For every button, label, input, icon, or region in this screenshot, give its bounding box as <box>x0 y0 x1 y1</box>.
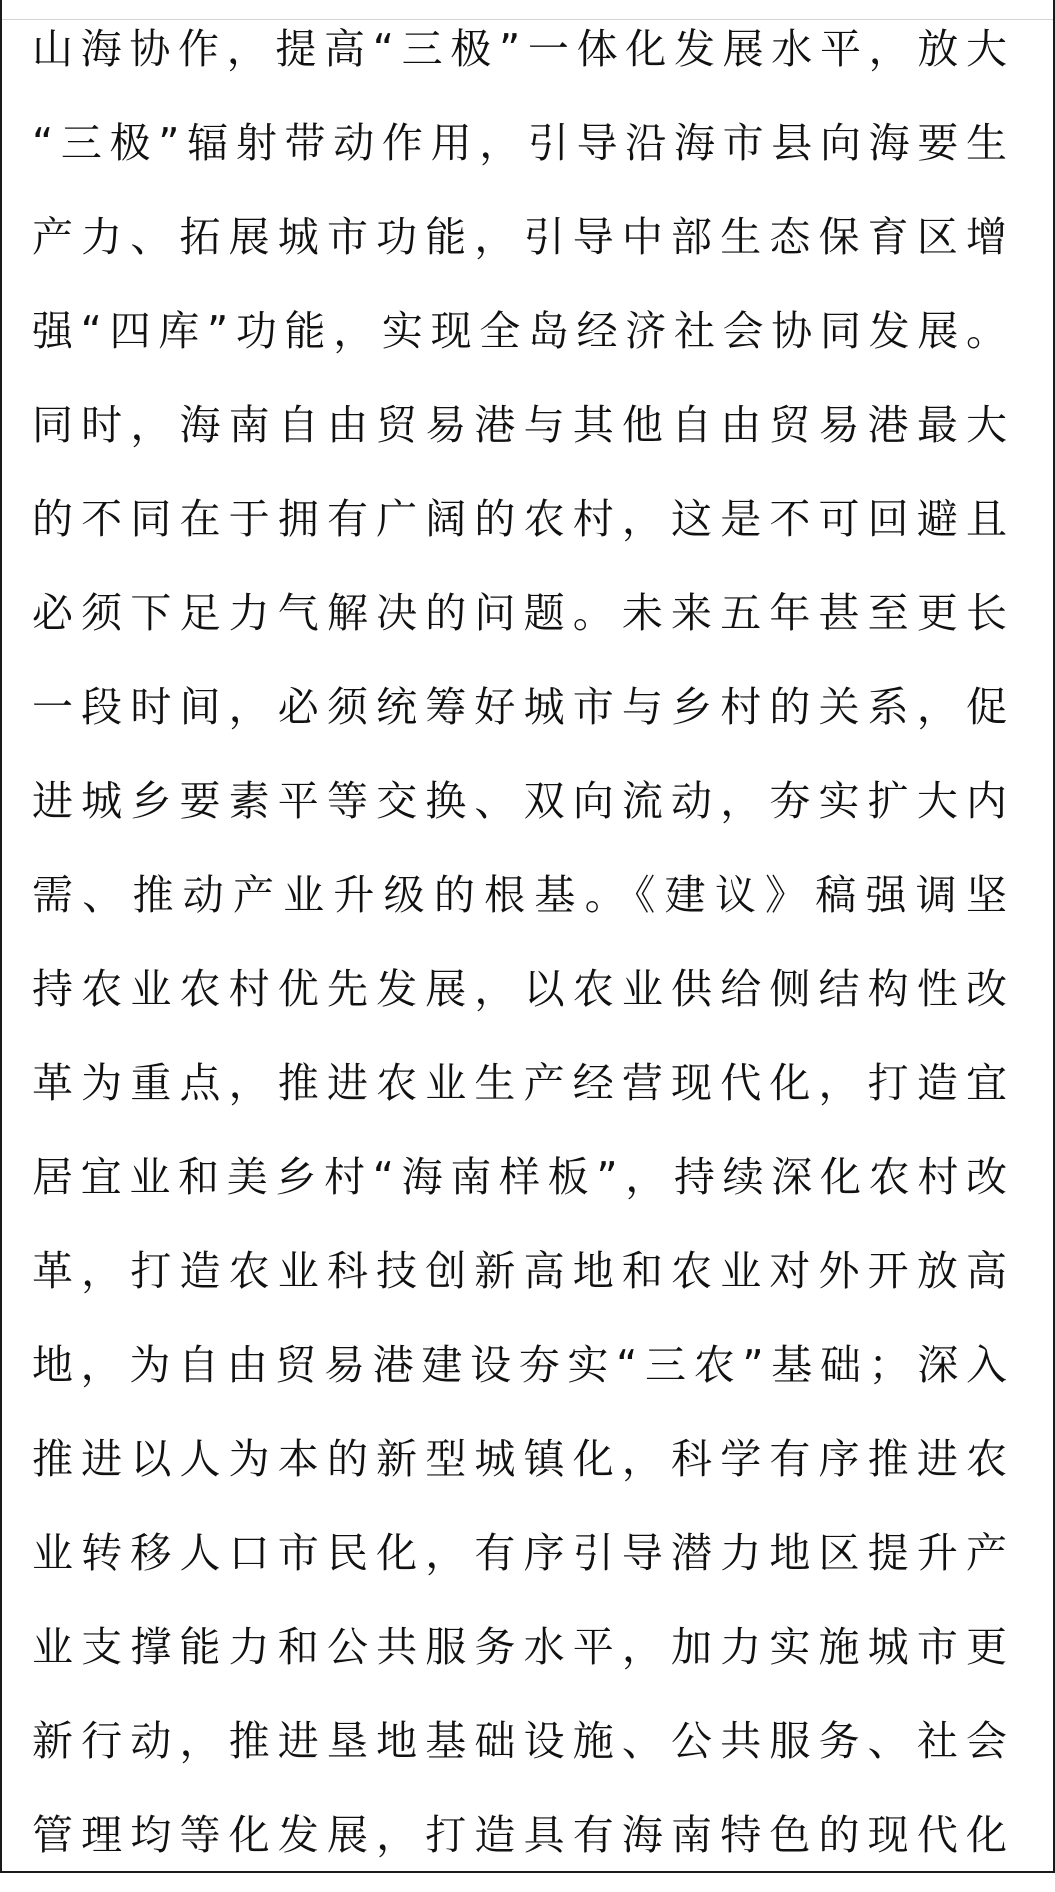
text-line: 进城乡要素平等交换、双向流动，夯实扩大内 <box>32 777 1007 825</box>
text-line: 同时，海南自由贸易港与其他自由贸易港最大 <box>32 401 1007 449</box>
text-line: 推进以人为本的新型城镇化，科学有序推进农 <box>32 1435 1007 1483</box>
text-line: 新行动，推进垦地基础设施、公共服务、社会 <box>32 1717 1007 1765</box>
text-line: 山海协作，提高“三极”一体化发展水平，放大 <box>32 25 1007 73</box>
text-line: 业转移人口市民化，有序引导潜力地区提升产 <box>32 1529 1007 1577</box>
text-line: 革为重点，推进农业生产经营现代化，打造宜 <box>32 1059 1007 1107</box>
text-line: 地，为自由贸易港建设夯实“三农”基础；深入 <box>32 1341 1007 1389</box>
text-line: “三极”辐射带动作用，引导沿海市县向海要生 <box>32 119 1007 167</box>
text-line: 革，打造农业科技创新高地和农业对外开放高 <box>32 1247 1007 1295</box>
text-line: 产力、拓展城市功能，引导中部生态保育区增 <box>32 213 1007 261</box>
text-line: 一段时间，必须统筹好城市与乡村的关系，促 <box>32 683 1007 731</box>
text-line: 的不同在于拥有广阔的农村，这是不可回避且 <box>32 495 1007 543</box>
text-line: 居宜业和美乡村“海南样板”，持续深化农村改 <box>32 1153 1007 1201</box>
text-line: 持农业农村优先发展，以农业供给侧结构性改 <box>32 965 1007 1013</box>
text-line: 管理均等化发展，打造具有海南特色的现代化 <box>32 1811 1007 1859</box>
text-line: 必须下足力气解决的问题。未来五年甚至更长 <box>32 589 1007 637</box>
article-body <box>32 12 1007 1892</box>
text-line: 业支撑能力和公共服务水平，加力实施城市更 <box>32 1623 1007 1671</box>
text-line: 强“四库”功能，实现全岛经济社会协同发展。 <box>32 307 1007 355</box>
text-line: 需、推动产业升级的根基。《建议》稿强调坚 <box>32 871 1007 919</box>
